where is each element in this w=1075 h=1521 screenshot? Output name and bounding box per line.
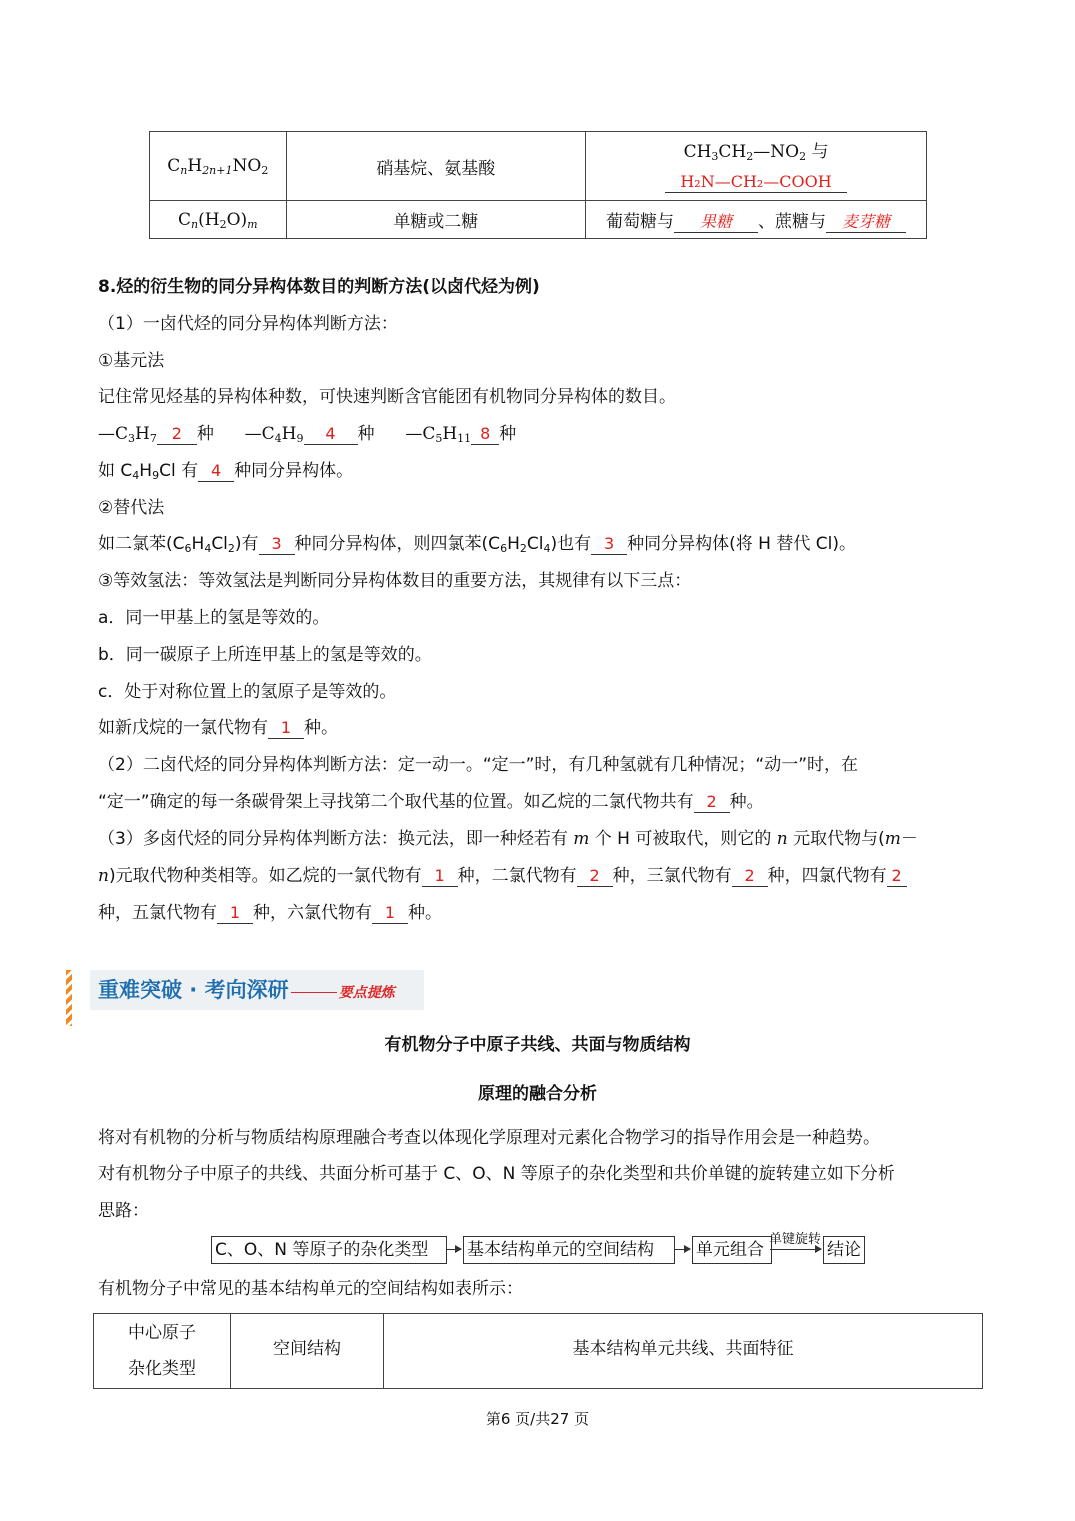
answer-text: 8 xyxy=(480,424,491,443)
text: )也有 xyxy=(550,534,592,554)
text: 种，四氯代物有 xyxy=(767,866,887,886)
text: )元取代物种类相等。如乙烷的一氯代物有 xyxy=(108,866,422,886)
paragraph xyxy=(98,864,907,888)
page-footer: 第6 页/共27 页 xyxy=(485,1410,590,1428)
text: 种同分异构体(将 H 替代 Cl)。 xyxy=(627,534,856,554)
table-row xyxy=(150,201,927,239)
formula-text: (H xyxy=(198,209,220,230)
alkyl-text: —C xyxy=(98,424,129,444)
example-cell xyxy=(586,132,927,201)
table-row xyxy=(150,132,927,201)
banner-subtitle: 要点提炼 xyxy=(338,985,395,1001)
text: “定一”确定的每一条碳骨架上寻找第二个取代基的位置。如乙烷的二氯代物共有 xyxy=(98,792,694,812)
text: 种同分异构体，则四氯苯(C xyxy=(294,534,501,554)
paragraph xyxy=(98,901,442,925)
category-text: 硝基烷、氨基酸 xyxy=(376,158,496,179)
formula-text: C xyxy=(167,156,181,176)
text: H xyxy=(191,534,205,554)
formula-text: C xyxy=(177,209,191,230)
example-text: 葡萄糖与 xyxy=(606,211,675,232)
paragraph: ③等效氢法：等效氢法是判断同分异构体数目的重要方法，其规律有以下三点： xyxy=(98,571,692,591)
example-text: CH xyxy=(718,141,747,162)
answer-text: 3 xyxy=(271,534,282,553)
paragraph xyxy=(98,459,353,483)
text: 种。 xyxy=(408,903,442,923)
header-text: 空间结构 xyxy=(273,1339,341,1359)
answer-text: 1 xyxy=(229,903,241,922)
alkyl-unit: 种 xyxy=(196,424,214,444)
example-answer-line xyxy=(587,167,925,197)
text: 种。 xyxy=(729,792,764,812)
answer-text: 2 xyxy=(744,866,755,885)
text-sub: 6 xyxy=(184,542,192,555)
category-text: 单糖或二糖 xyxy=(393,212,479,232)
example-cell xyxy=(586,201,927,239)
paragraph: （1）一卤代烃的同分异构体判断方法： xyxy=(98,314,398,334)
var-m: m xyxy=(573,829,590,849)
text-sub: 9 xyxy=(152,469,160,482)
text: 种，三氯代物有 xyxy=(612,866,732,886)
text: Cl 有 xyxy=(159,461,199,481)
flow-box-hybridization: C、O、N 等原子的杂化类型 xyxy=(211,1236,447,1264)
paragraph: （2）二卤代烃的同分异构体判断方法：定一动一。“定一”时，有几种氢就有几种情况；“动一”时，在 xyxy=(98,755,859,775)
text-sub: 6 xyxy=(500,542,508,555)
formula-text: NO xyxy=(232,156,262,176)
answer-text: 果糖 xyxy=(700,211,733,231)
section-title: 8.烃的衍生物的同分异构体数目的判断方法(以卤代烃为例) xyxy=(98,277,540,297)
answer-text: 2 xyxy=(171,424,182,443)
alkyl-unit: 种 xyxy=(357,424,375,444)
example-text: CH xyxy=(683,141,712,162)
formula-cell xyxy=(150,201,287,239)
text: H xyxy=(139,461,153,481)
text: － xyxy=(900,829,918,849)
answer-text: 3 xyxy=(604,534,615,553)
category-cell xyxy=(286,201,586,239)
alkyl-unit: 种 xyxy=(499,424,517,444)
example-text: 、蔗糖与 xyxy=(758,211,827,232)
answer-text: 2 xyxy=(891,866,902,885)
structure-table xyxy=(93,1313,983,1389)
header-hybridization xyxy=(94,1314,231,1389)
paragraph xyxy=(98,532,856,556)
text: 元取代物与( xyxy=(787,829,885,849)
answer-text: 麦芽糖 xyxy=(842,211,891,231)
flow-box-combination: 单元组合 xyxy=(692,1236,772,1264)
answer-text: 2 xyxy=(589,866,600,885)
flow-arrow xyxy=(446,1249,461,1250)
alkyl-text: —C xyxy=(405,424,436,444)
alkyl-text: H xyxy=(135,424,150,444)
var-n: n xyxy=(98,866,109,886)
flow-arrow-label: 单键旋转 xyxy=(769,1232,822,1247)
formula-sub: 2 xyxy=(219,217,227,231)
alkyl-sub: 11 xyxy=(457,432,472,445)
text: 种，二氯代物有 xyxy=(457,866,577,886)
alkyl-sub: 9 xyxy=(296,432,304,445)
alkyl-text: H xyxy=(442,424,458,444)
paragraph: a．同一甲基上的氢是等效的。 xyxy=(98,608,330,628)
text-sub: 4 xyxy=(543,542,551,555)
paragraph: b．同一碳原子上所连甲基上的氢是等效的。 xyxy=(98,645,432,665)
alkyl-sub: 3 xyxy=(128,432,136,445)
var-n: n xyxy=(776,829,788,849)
answer-text: H₂N—CH₂—COOH xyxy=(680,171,832,191)
formula-sub: 2 xyxy=(261,164,269,177)
alkyl-sub: 7 xyxy=(149,432,157,445)
flow-box-conclusion: 结论 xyxy=(823,1236,865,1264)
header-structure xyxy=(231,1314,384,1389)
topic-title-line2: 原理的融合分析 xyxy=(478,1084,597,1104)
example-line: $CH_3CH_2—NO_2$ 与 xyxy=(683,141,829,163)
alkyl-sub: 4 xyxy=(274,432,282,445)
banner xyxy=(98,976,395,1004)
text: 如 C xyxy=(98,461,133,481)
header-text: 基本结构单元共线、共面特征 xyxy=(572,1339,794,1359)
answer-text: 1 xyxy=(434,866,445,885)
header-text: 杂化类型 xyxy=(128,1359,196,1379)
example-text: —NO xyxy=(753,141,800,162)
text: 种，五氯代物有 xyxy=(98,903,217,923)
paragraph: 将对有机物的分析与物质结构原理融合考查以体现化学原理对元素化合物学习的指导作用会是一种趋势。 xyxy=(98,1128,880,1148)
answer-text: 2 xyxy=(706,792,717,811)
banner-stripe xyxy=(66,970,72,1026)
answer-text: 4 xyxy=(325,424,336,443)
text-sub: 4 xyxy=(132,469,140,482)
text: 种，六氯代物有 xyxy=(253,903,372,923)
text: Cl xyxy=(211,534,228,554)
text-sub: 4 xyxy=(204,542,212,555)
text: H xyxy=(507,534,520,554)
text: 如二氯苯(C xyxy=(98,534,185,554)
text: Cl xyxy=(526,534,544,554)
formula-sub: n xyxy=(180,164,188,177)
text-sub: 2 xyxy=(227,542,235,555)
answer-text: 4 xyxy=(210,461,222,480)
paragraph: 有机物分子中常见的基本结构单元的空间结构如表所示： xyxy=(98,1279,523,1299)
paragraph xyxy=(98,790,764,814)
answer-text: 1 xyxy=(384,903,396,922)
formula-text: O) xyxy=(226,209,248,230)
text-sub: 2 xyxy=(519,542,527,555)
text: 种同分异构体。 xyxy=(234,461,354,481)
text: 个 H 可被取代，则它的 xyxy=(589,829,777,849)
banner-title: 重难突破 · 考向深研 xyxy=(98,978,289,1002)
text: 种。 xyxy=(304,718,338,738)
alkyl-sub: 5 xyxy=(435,432,443,445)
text: 如新戊烷的一氯代物有 xyxy=(98,718,268,738)
table-header-row xyxy=(94,1314,983,1389)
top-table xyxy=(149,131,927,239)
text: （3）多卤代烃的同分异构体判断方法：换元法，即一种烃若有 xyxy=(98,829,574,849)
flow-arrow xyxy=(675,1249,690,1250)
paragraph: 思路： xyxy=(98,1201,149,1221)
var-m: m xyxy=(884,829,901,849)
paragraph xyxy=(98,716,338,740)
flow-arrow xyxy=(770,1249,821,1250)
paragraph: 记住常见烃基的异构体种数，可快速判断含官能团有机物同分异构体的数目。 xyxy=(98,387,676,407)
flow-box-structure: 基本结构单元的空间结构 xyxy=(463,1236,675,1264)
banner-dash xyxy=(291,992,337,993)
formula-sub: m xyxy=(247,217,258,231)
alkyl-text: H xyxy=(281,424,297,444)
paragraph: ②替代法 xyxy=(98,498,165,518)
header-features xyxy=(384,1314,983,1389)
example-text: 与 xyxy=(806,141,829,162)
formula-cell xyxy=(150,132,287,201)
paragraph: 对有机物分子中原子的共线、共面分析可基于 C、O、N 等原子的杂化类型和共价单键的旋转建立如下分析 xyxy=(98,1164,895,1184)
text: )有 xyxy=(234,534,259,554)
topic-title-line1: 有机物分子中原子共线、共面与物质结构 xyxy=(384,1035,691,1055)
alkyl-line xyxy=(98,422,516,446)
paragraph: c．处于对称位置上的氢原子是等效的。 xyxy=(98,682,397,702)
formula-sub: 2n+1 xyxy=(202,164,233,177)
category-cell xyxy=(286,132,586,201)
paragraph: ①基元法 xyxy=(98,351,165,371)
alkyl-text: —C xyxy=(244,424,275,444)
answer-text: 1 xyxy=(280,718,292,737)
header-text: 中心原子 xyxy=(128,1323,196,1343)
formula-text: H xyxy=(187,156,203,176)
formula-sub: n xyxy=(191,217,199,231)
paragraph xyxy=(98,827,918,851)
